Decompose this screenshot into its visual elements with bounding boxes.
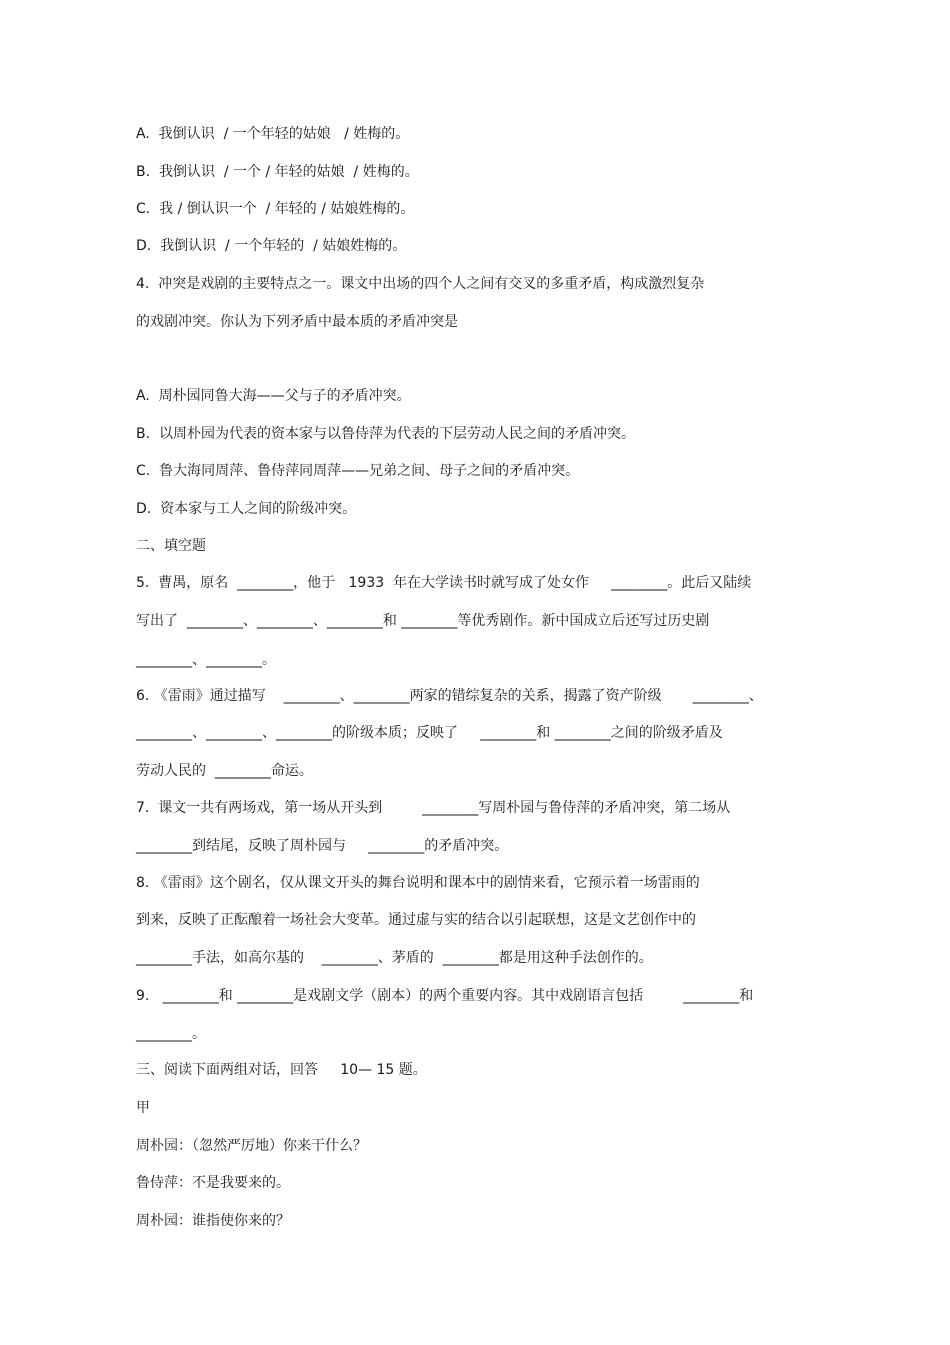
option-3c: C. 我 / 倒认识一个 / 年轻的 / 姑娘姓梅的。 [136,201,415,217]
question-8-line-1: 8. 《雷雨》这个剧名，仅从课文开头的舞台说明和课本中的剧情来看，它预示着一场雷雨的 [136,875,700,891]
question-9-line-2: ________。 [136,1026,206,1042]
option-4c: C. 鲁大海同周萍、鲁侍萍同周萍——兄弟之间、母子之间的矛盾冲突。 [136,463,580,479]
section-3-heading: 三、阅读下面两组对话，回答 10— 15 题。 [136,1062,427,1078]
question-5-line-2: 写出了 ________、________、________和 ________等优秀剧作。新中国成立后还写过历史剧 [136,613,710,629]
question-8-line-3: ________手法，如高尔基的 ________、茅盾的 ________都是用这种手法创作的。 [136,950,653,966]
question-8-line-2: 到来，反映了正酝酿着一场社会大变革。通过虚与实的结合以引起联想，这是文艺创作中的 [136,912,696,928]
dialogue-line-1: 周朴园：（忽然严厉地）你来干什么？ [136,1138,367,1154]
option-4b: B. 以周朴园为代表的资本家与以鲁侍萍为代表的下层劳动人民之间的矛盾冲突。 [136,426,635,442]
question-6-line-1: 6. 《雷雨》通过描写 ________、________两家的错综复杂的关系，揭露了资产阶级 ________、 [136,688,763,704]
option-3a: A. 我倒认识 / 一个年轻的姑娘 / 姓梅的。 [136,126,410,142]
option-4d: D. 资本家与工人之间的阶级冲突。 [136,501,357,517]
option-3d: D. 我倒认识 / 一个年轻的 / 姑娘姓梅的。 [136,238,407,254]
question-5-line-3: ________、________。 [136,652,276,668]
question-4-line-1: 4. 冲突是戏剧的主要特点之一。课文中出场的四个人之间有交叉的多重矛盾，构成激烈复杂 [136,276,705,292]
dialogue-line-3: 周朴园：谁指使你来的？ [136,1213,290,1229]
question-6-line-2: ________、________、________的阶级本质；反映了 ________和 ________之间的阶级矛盾及 [136,725,723,741]
question-7-line-2: ________到结尾，反映了周朴园与 ________的矛盾冲突。 [136,838,509,854]
dialogue-line-2: 鲁侍萍：不是我要来的。 [136,1175,290,1191]
question-6-line-3: 劳动人民的 ________命运。 [136,763,313,779]
question-5-line-1: 5. 曹禺，原名 ________，他于 1933 年在大学读书时就写成了处女作 ________。此后又陆续 [136,575,752,591]
question-9-line-1: 9. ________和 ________是戏剧文学（剧本）的两个重要内容。其中戏剧语言包括 ________和 [136,988,754,1004]
question-4-line-2: 的戏剧冲突。你认为下列矛盾中最本质的矛盾冲突是 [136,314,458,330]
dialogue-group-label: 甲 [136,1100,150,1116]
section-2-heading: 二、填空题 [136,538,206,554]
option-4a: A. 周朴园同鲁大海——父与子的矛盾冲突。 [136,388,411,404]
option-3b: B. 我倒认识 / 一个 / 年轻的姑娘 / 姓梅的。 [136,164,419,180]
question-7-line-1: 7. 课文一共有两场戏，第一场从开头到 ________写周朴园与鲁侍萍的矛盾冲突，第二场从 [136,800,731,816]
